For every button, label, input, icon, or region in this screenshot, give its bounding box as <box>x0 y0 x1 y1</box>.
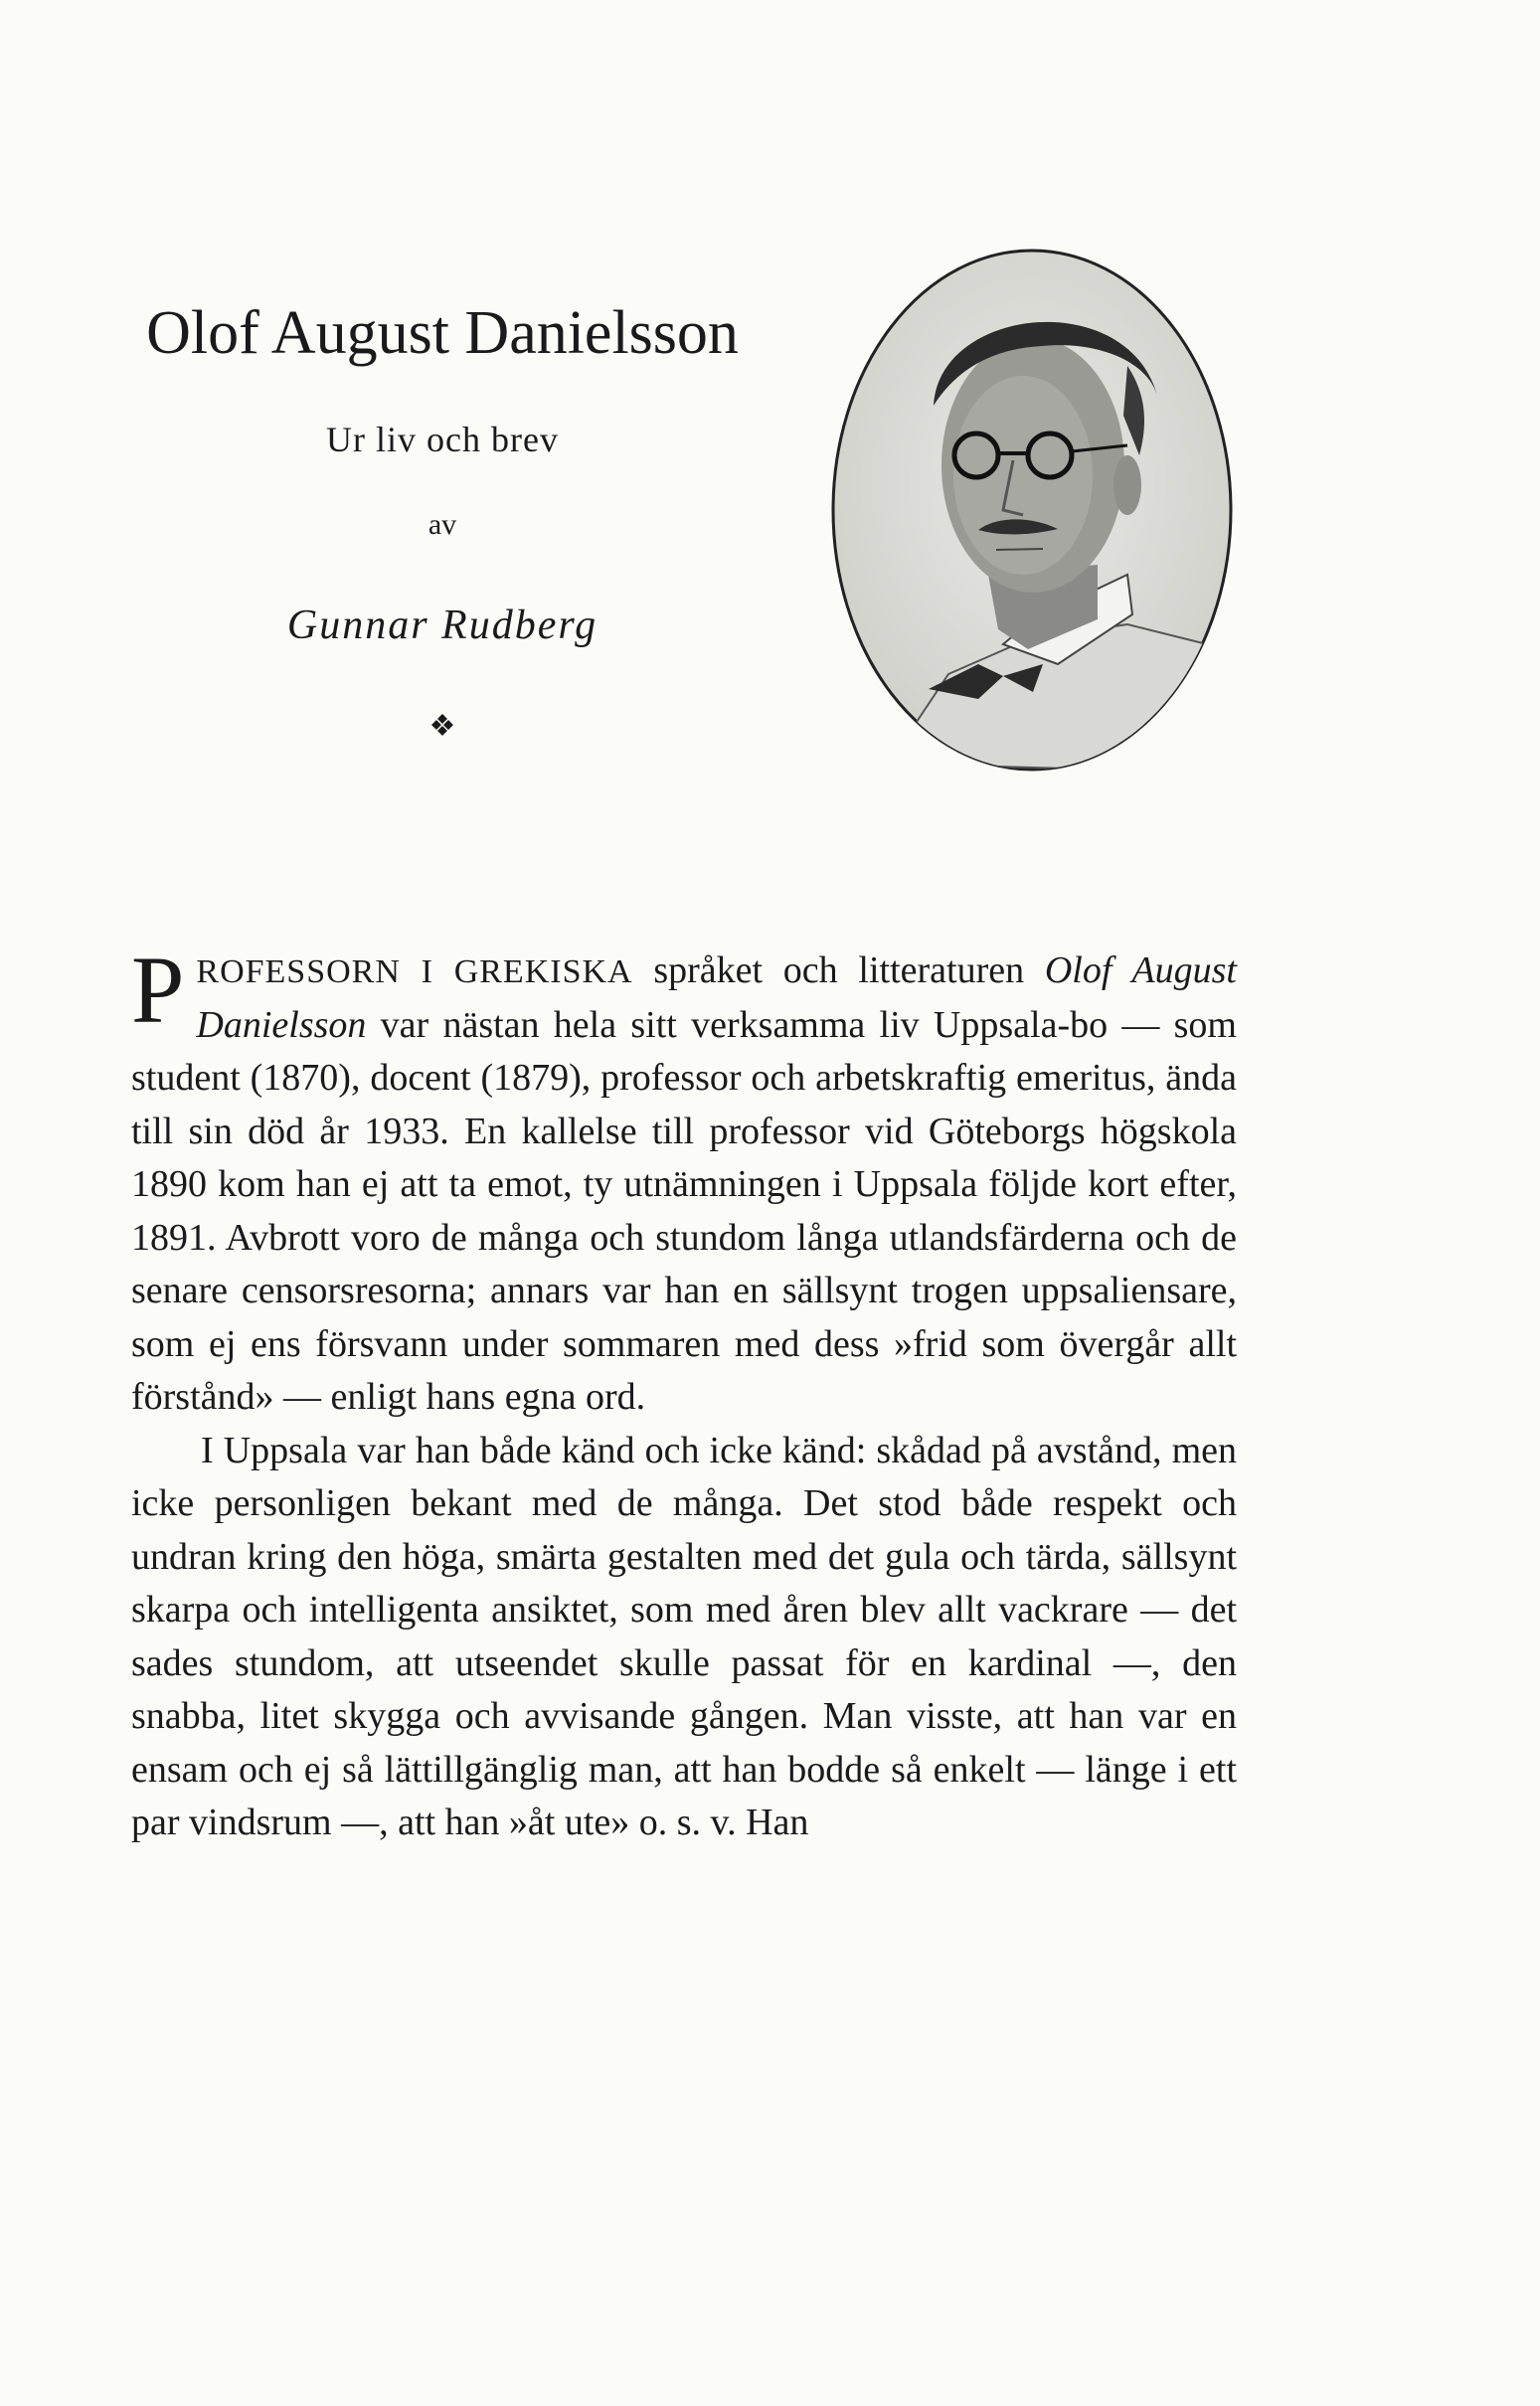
lead-smallcaps: ROFESSORN I GREKISKA <box>196 953 633 990</box>
title-block <box>109 298 775 744</box>
ornament-icon: ❖ <box>428 709 456 744</box>
author-name: Gunnar Rudberg <box>286 602 599 648</box>
subtitle: Ur liv och brev <box>326 420 559 459</box>
page-title: Olof August Danielsson <box>146 299 739 367</box>
byline-av: av <box>428 508 457 541</box>
paragraph-1-text-a: språket och litteraturen <box>632 949 1045 991</box>
subject-name: Olof August Danielsson <box>196 949 1237 1046</box>
paragraph-2: I Uppsala var han både känd och icke känd: skådad på avstånd, men icke personligen bekant med de många. Det stod både respekt och undran kring den höga, smärta gestalten med det gula och tärda, sällsynt skarpa och intelligenta ansiktet, som med åren blev allt vackrare — det sades stundom, att utseendet skulle passat för en kardinal —, den snabba, litet skygga och avvisande gången. Man visste, att han var en ensam och ej så lättillgänglig man, att han bodde så enkelt — länge i ett par vindsrum —, att han »åt ute» o. s. v. Han <box>131 1429 1237 1843</box>
paragraph-1 <box>131 937 1237 1425</box>
drop-cap: P <box>131 937 185 1043</box>
paragraph-1-text-b: var nästan hela sitt verksamma liv Uppsala-bo — som student (1870), docent (1879), professor och arbetskraftig emeritus, ända till sin död år 1933. En kallelse till professor vid Göteborgs högskola 1890 kom han ej att ta emot, ty utnämningen i Uppsala följde kort efter, 1891. Avbrott voro de många och stundom långa utlandsfärderna och de senare censorsresorna; annars var han en sällsynt trogen uppsaliensare, som ej ens försvann under sommaren med dess »frid som övergår allt förstånd» — enligt hans egna ord. <box>131 1003 1237 1418</box>
body-text <box>131 937 1237 1850</box>
portrait-photo <box>829 247 1235 773</box>
